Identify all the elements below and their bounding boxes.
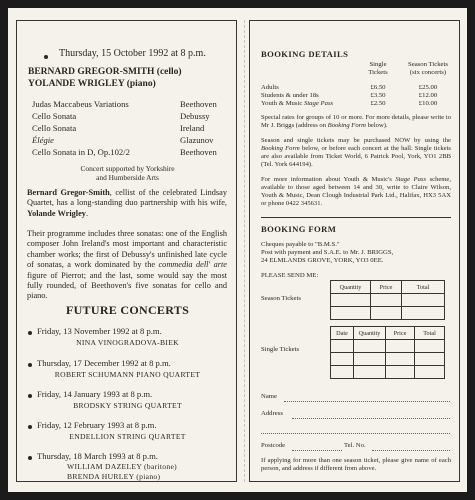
future-date: Friday, 13 November 1992 at 8 p.m. bbox=[37, 326, 162, 336]
prog-text-italic: commedia dell' arte bbox=[158, 260, 227, 270]
support-line-1: Concert supported by Yorkshire bbox=[80, 164, 175, 173]
single-date-cell[interactable] bbox=[331, 353, 354, 366]
single-quantity-cell[interactable] bbox=[354, 353, 386, 366]
header-total: Total bbox=[415, 327, 445, 340]
section-divider bbox=[261, 217, 451, 218]
para1-italic: Booking Form bbox=[327, 122, 366, 130]
future-performer: ROBERT SCHUMANN PIANO QUARTET bbox=[54, 370, 201, 379]
single-price-cell[interactable] bbox=[386, 353, 415, 366]
table-row[interactable] bbox=[331, 366, 445, 379]
programme-item bbox=[32, 111, 218, 123]
support-line-2: and Humberside Arts bbox=[96, 173, 159, 182]
season-price-cell[interactable] bbox=[371, 294, 402, 307]
single-quantity-cell[interactable] bbox=[354, 340, 386, 353]
header-quantity: Quantity bbox=[354, 327, 386, 340]
season-total-cell[interactable] bbox=[402, 307, 445, 320]
header-total: Total bbox=[402, 281, 445, 294]
booking-panel bbox=[249, 20, 460, 482]
composer: Debussy bbox=[180, 111, 210, 121]
please-send-me: PLEASE SEND ME: bbox=[261, 272, 319, 279]
para3-italic: Stage Pass bbox=[395, 176, 427, 183]
booking-details-title: BOOKING DETAILS bbox=[261, 49, 349, 59]
single-total-cell[interactable] bbox=[415, 353, 445, 366]
purchase-paragraph bbox=[261, 137, 451, 169]
concert-date: Thursday, 15 October 1992 at 8 p.m. bbox=[59, 48, 206, 59]
bullet-icon bbox=[28, 331, 32, 335]
work-title: Cello Sonata in D, Op.102/2 bbox=[32, 147, 130, 157]
price-label: Adults bbox=[261, 84, 279, 91]
booking-form-title: BOOKING FORM bbox=[261, 224, 337, 234]
address-field-line1[interactable] bbox=[292, 418, 450, 419]
para2-b: below, or before each concert at the hall. Single tickets are also available from Ticket World, 6 Patrick Pool, York, YO1 2BB (Tel. York 644194). bbox=[261, 145, 451, 169]
name-label: Name bbox=[261, 393, 277, 400]
season-total-cell[interactable] bbox=[402, 294, 445, 307]
para3-b: scheme, available to those aged between 14 and 30, write to Claire Wilson, Youth & Music, Dean Clough Industrial Park Ltd., Halifax, HX3 5AX or phone 0422 345631. bbox=[261, 176, 451, 208]
header-date: Date bbox=[331, 327, 354, 340]
post-address-line1: Post with payment and S.A.E. to Mr. J. BRIGGS, bbox=[261, 249, 394, 256]
composer: Beethoven bbox=[180, 99, 217, 109]
future-concerts-title: FUTURE CONCERTS bbox=[65, 303, 190, 317]
para1-a: Special rates for groups of 10 or more. For more details, please write to Mr J. Briggs (address on bbox=[261, 114, 451, 130]
col-season-line1: Season Tickets bbox=[408, 61, 448, 68]
price-label-text: Youth & Music bbox=[261, 100, 304, 107]
price-single: £2.50 bbox=[370, 100, 386, 107]
work-title: Judas Maccabeus Variations bbox=[32, 99, 129, 109]
single-total-cell[interactable] bbox=[415, 366, 445, 379]
table-row[interactable] bbox=[331, 353, 445, 366]
tel-label: Tel. No. bbox=[344, 442, 366, 449]
concert-panel bbox=[16, 20, 237, 482]
work-title: Cello Sonata bbox=[32, 111, 77, 121]
programme-item bbox=[32, 99, 218, 111]
single-quantity-cell[interactable] bbox=[354, 366, 386, 379]
programme-item bbox=[32, 123, 218, 135]
bio-paragraph bbox=[27, 188, 227, 219]
single-price-cell[interactable] bbox=[386, 340, 415, 353]
footer-note: If applying for more than one season ticket, please give name of each person, and address if different from above. bbox=[261, 457, 451, 473]
programme-item bbox=[32, 135, 218, 147]
future-date: Friday, 14 January 1993 at 8 p.m. bbox=[37, 389, 153, 399]
para3-a: For more information about Youth & Music's bbox=[261, 176, 396, 183]
work-title: Élégie bbox=[32, 135, 54, 145]
programme-item bbox=[32, 147, 218, 159]
para2-italic: Booking Form bbox=[261, 145, 300, 153]
table-header-row bbox=[331, 327, 445, 340]
single-date-cell[interactable] bbox=[331, 340, 354, 353]
single-total-cell[interactable] bbox=[415, 340, 445, 353]
cheques-payable: Cheques payable to "B.M.S." bbox=[261, 241, 340, 248]
single-date-cell[interactable] bbox=[331, 366, 354, 379]
postcode-field[interactable] bbox=[292, 450, 342, 451]
table-row[interactable] bbox=[331, 340, 445, 353]
future-date: Thursday, 17 December 1992 at 8 p.m. bbox=[37, 358, 171, 368]
table-header-row bbox=[331, 281, 445, 294]
future-performer: ENDELLION STRING QUARTET bbox=[69, 432, 186, 441]
future-performer: BRENDA HURLEY (piano) bbox=[67, 472, 161, 481]
composer: Ireland bbox=[180, 123, 205, 133]
price-label bbox=[261, 100, 333, 108]
price-season: £12.00 bbox=[418, 92, 438, 99]
tel-field[interactable] bbox=[372, 450, 450, 451]
price-season: £25.00 bbox=[418, 84, 438, 91]
bullet-icon bbox=[44, 55, 48, 59]
para1-b: below). bbox=[365, 122, 388, 130]
composer: Glazunov bbox=[180, 135, 214, 145]
name-field[interactable] bbox=[284, 401, 450, 402]
season-quantity-cell[interactable] bbox=[331, 307, 371, 320]
bio-text: , cellist of the celebrated Lindsay Quartet, has a long-standing duo partnership with his wife, bbox=[27, 188, 227, 208]
price-label-italic: Stage Pass bbox=[303, 100, 334, 107]
season-quantity-cell[interactable] bbox=[331, 294, 371, 307]
bullet-icon bbox=[28, 456, 32, 460]
para2-a: Season and single tickets may be purchased NOW by using the bbox=[261, 137, 451, 144]
header-price: Price bbox=[371, 281, 402, 294]
future-date: Thursday, 18 March 1993 at 8 p.m. bbox=[37, 451, 158, 461]
table-row[interactable] bbox=[331, 307, 445, 320]
col-season-line2: (six concerts) bbox=[409, 69, 447, 76]
future-performer: NINA VINOGRADOVA-BIEK bbox=[76, 338, 179, 347]
price-single: £3.50 bbox=[370, 92, 386, 99]
work-title: Cello Sonata bbox=[32, 123, 77, 133]
postcode-label: Postcode bbox=[261, 442, 286, 449]
address-label: Address bbox=[261, 410, 283, 417]
bullet-icon bbox=[28, 363, 32, 367]
bio-end: . bbox=[85, 208, 89, 218]
future-performer: BRODSKY STRING QUARTET bbox=[73, 401, 182, 410]
price-label: Students & under 18s bbox=[261, 92, 319, 99]
performer-piano: YOLANDE WRIGLEY (piano) bbox=[28, 79, 156, 89]
header-quantity: Quantity bbox=[331, 281, 371, 294]
single-tickets-label: Single Tickets bbox=[261, 346, 300, 353]
bullet-icon bbox=[28, 394, 32, 398]
bio-name: Bernard Gregor-Smith bbox=[27, 188, 110, 197]
single-price-cell[interactable] bbox=[386, 366, 415, 379]
season-price-cell[interactable] bbox=[371, 307, 402, 320]
composer: Beethoven bbox=[180, 147, 217, 157]
performer-cello: BERNARD GREGOR-SMITH (cello) bbox=[28, 67, 182, 77]
col-single-line2: Tickets bbox=[368, 69, 388, 76]
price-single: £6.50 bbox=[370, 84, 386, 91]
single-tickets-table bbox=[330, 326, 445, 379]
group-rates-paragraph bbox=[261, 114, 451, 130]
fold-line bbox=[244, 20, 245, 482]
leaflet-sheet bbox=[8, 8, 467, 492]
programme-paragraph bbox=[27, 229, 227, 302]
future-performer: WILLIAM DAZELEY (baritone) bbox=[67, 462, 177, 471]
season-tickets-table bbox=[330, 280, 445, 320]
post-address-line2: 24 ELMLANDS GROVE, YORK, YO3 0EE. bbox=[261, 257, 384, 264]
col-single-line1: Single bbox=[369, 61, 387, 68]
price-season: £10.00 bbox=[418, 100, 438, 107]
prog-text-a: Their programme includes three sonatas: one of the English composer John Ireland's most important and characteristic chamber works; the first of Debussy's unfinished late cycle of sonatas, a work dominated by the bbox=[27, 229, 227, 270]
address-field-line2[interactable] bbox=[261, 433, 450, 434]
future-date: Friday, 12 February 1993 at 8 p.m. bbox=[37, 420, 157, 430]
table-row[interactable] bbox=[331, 294, 445, 307]
stage-pass-paragraph bbox=[261, 176, 451, 208]
header-price: Price bbox=[386, 327, 415, 340]
bio-wife: Yolande Wrigley bbox=[27, 208, 86, 218]
bullet-icon bbox=[28, 425, 32, 429]
season-tickets-label: Season Tickets bbox=[261, 295, 301, 302]
prog-text-b: figure of Pierrot; and the last, some would say the most fully rounded, of Beethoven's five sonatas for cello and piano. bbox=[27, 270, 227, 301]
